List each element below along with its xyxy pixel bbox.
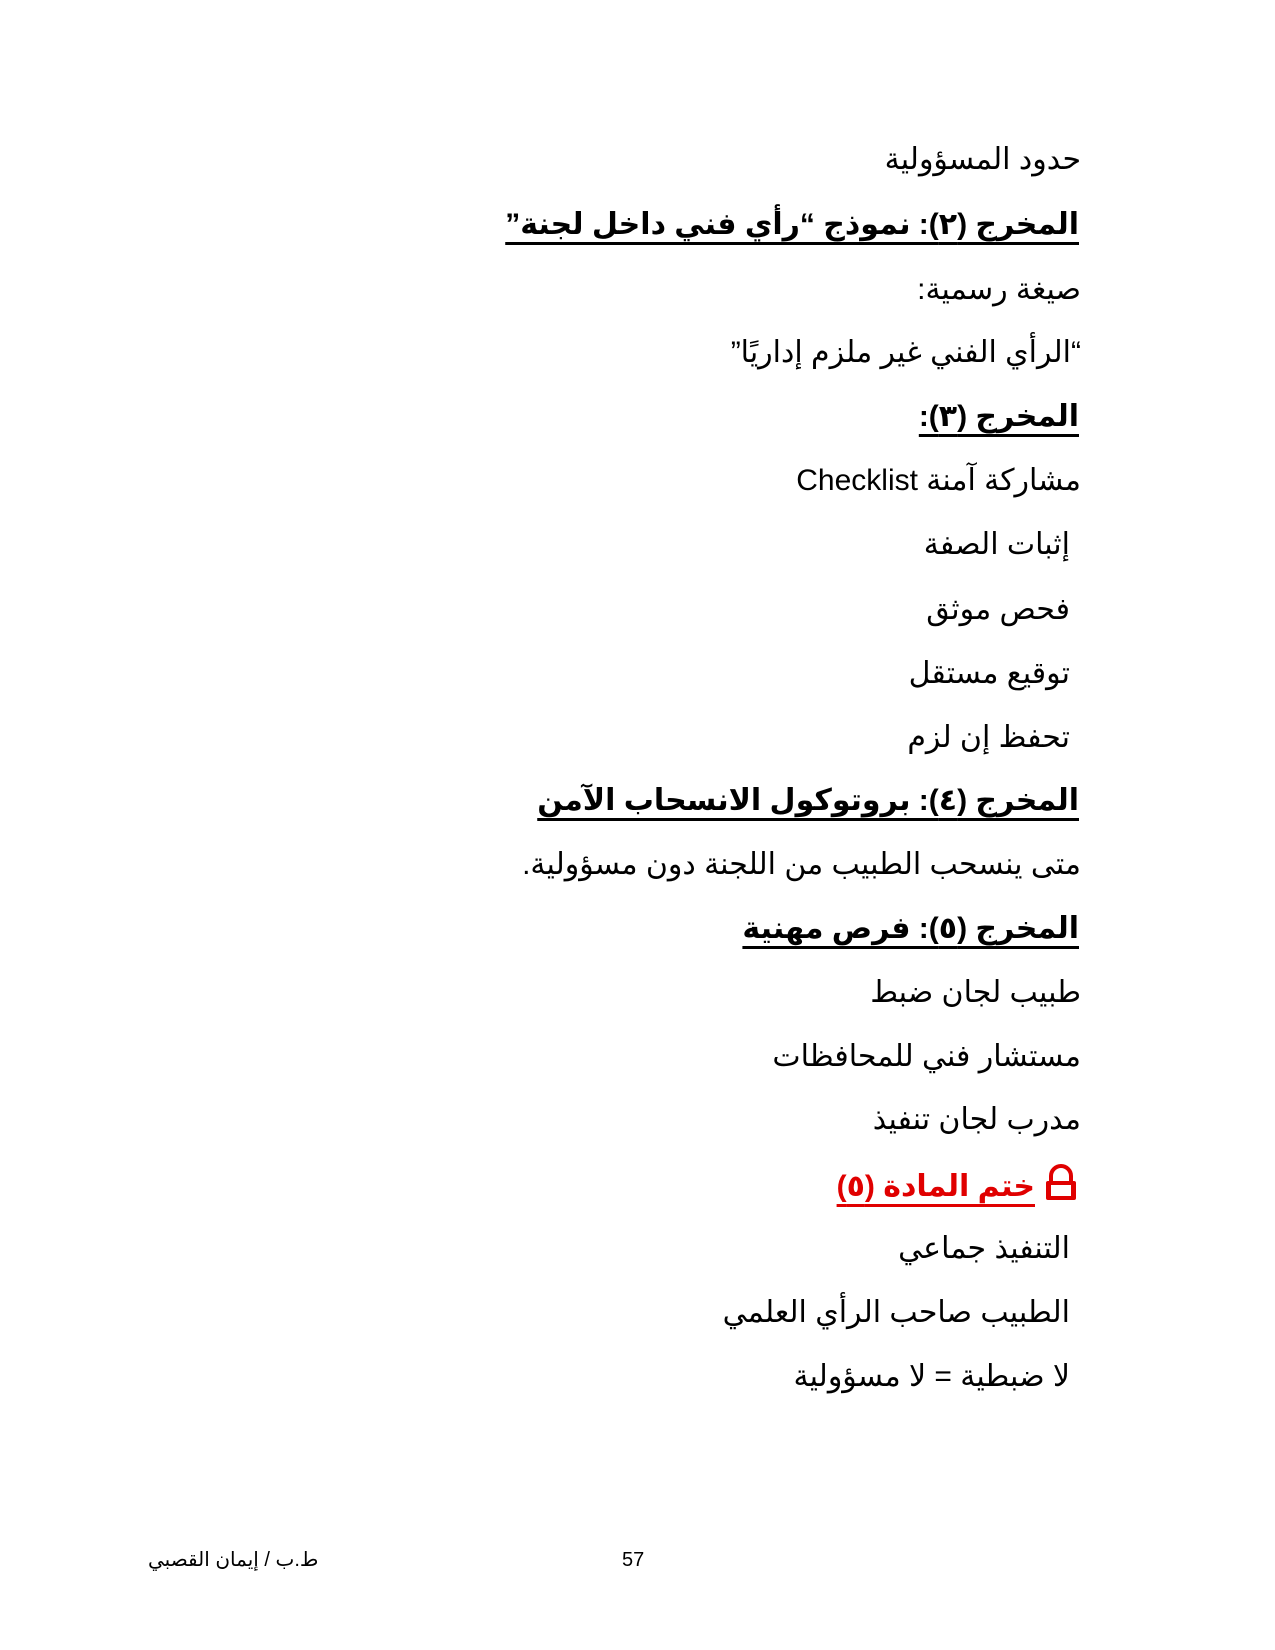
checklist-item: إثبات الصفة [923,528,1070,561]
list-item: مدرب لجان تنفيذ [872,1103,1081,1136]
checklist-item: فحص موثق [926,593,1070,626]
heading-output-3: المخرج (٣): [918,400,1079,433]
text-official-wording: صيغة رسمية: [917,273,1081,306]
heading-output-5: المخرج (٥): فرص مهنية [742,912,1079,945]
footer-author: ط.ب / إيمان القصبي [148,1549,319,1571]
text-withdrawal: متى ينسحب الطبيب من اللجنة دون مسؤولية. [522,848,1081,881]
text-liability-limits: حدود المسؤولية [884,143,1081,176]
seal-heading-text: ختم المادة (٥) [836,1170,1035,1203]
text-technical-opinion-quote: “الرأي الفني غير ملزم إداريًا” [730,336,1081,369]
summary-item: لا ضبطية = لا مسؤولية [793,1360,1070,1393]
seal-heading [837,1164,1079,1213]
list-item: مستشار فني للمحافظات [772,1040,1081,1073]
list-item: طبيب لجان ضبط [870,976,1081,1009]
heading-output-4: المخرج (٤): بروتوكول الانسحاب الآمن [537,784,1079,817]
lock-icon [1043,1164,1079,1213]
checklist-item: تحفظ إن لزم [907,721,1070,754]
checklist-item: توقيع مستقل [908,657,1070,690]
page-number: 57 [622,1549,645,1571]
summary-item: الطبيب صاحب الرأي العلمي [722,1296,1070,1329]
heading-output-2: المخرج (٢): نموذج “رأي فني داخل لجنة” [505,208,1079,241]
summary-item: التنفيذ جماعي [898,1232,1070,1265]
text-safe-participation-checklist: مشاركة آمنة Checklist [796,464,1081,497]
